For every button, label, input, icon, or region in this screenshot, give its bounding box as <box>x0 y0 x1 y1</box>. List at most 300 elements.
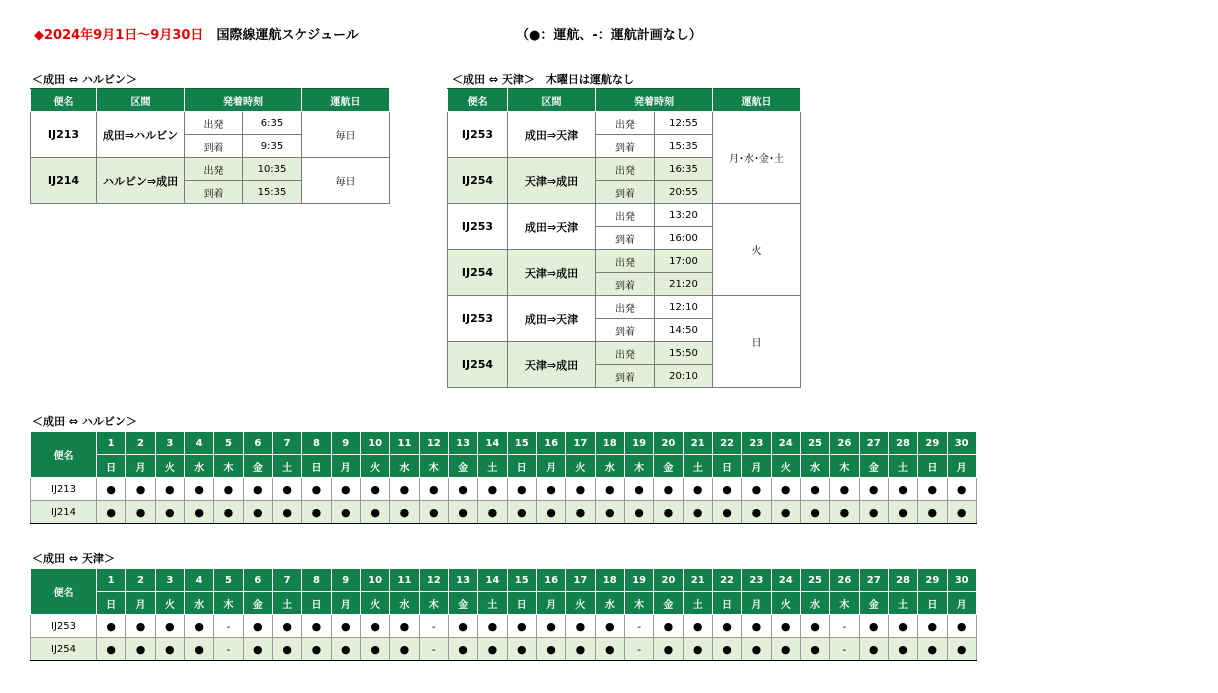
date-cell: 20 <box>654 569 683 592</box>
flight-number: IJ254 <box>448 158 508 204</box>
operation-mark: ● <box>595 638 624 661</box>
operation-mark: ● <box>742 478 771 501</box>
weekday-cell: 木 <box>830 592 859 615</box>
tianjin-calendar-title: ＜成田 ⇔ 天津＞ <box>32 552 115 565</box>
departure-time: 17:00 <box>655 250 713 273</box>
operation-mark: ● <box>859 478 888 501</box>
operation-mark: ● <box>272 501 301 524</box>
weekday-cell: 日 <box>712 592 741 615</box>
flight-number: IJ213 <box>31 112 97 158</box>
weekday-cell: 月 <box>126 592 155 615</box>
operation-mark: ● <box>507 501 536 524</box>
operation-mark: ● <box>331 615 360 638</box>
route-cell: 天津⇒成田 <box>508 342 596 388</box>
route-cell: 天津⇒成田 <box>508 158 596 204</box>
operation-mark: ● <box>126 638 155 661</box>
date-cell: 24 <box>771 432 800 455</box>
operation-mark: ● <box>272 638 301 661</box>
days-header: 運航日 <box>302 89 390 112</box>
operation-mark: ● <box>947 615 976 638</box>
operation-mark: ● <box>184 638 213 661</box>
operation-mark: ● <box>918 615 947 638</box>
date-cell: 4 <box>184 569 213 592</box>
operation-mark: ● <box>624 501 653 524</box>
operation-mark: ● <box>595 478 624 501</box>
operation-mark: ● <box>712 478 741 501</box>
arrival-time: 9:35 <box>243 135 302 158</box>
weekday-cell: 土 <box>683 592 712 615</box>
operating-days: 火 <box>713 204 801 296</box>
header-row <box>448 89 801 112</box>
route-header: 区間 <box>97 89 185 112</box>
operation-mark: - <box>830 615 859 638</box>
date-cell: 9 <box>331 432 360 455</box>
flight-number: IJ254 <box>448 342 508 388</box>
operation-mark: ● <box>536 615 565 638</box>
date-cell: 3 <box>155 569 184 592</box>
operation-mark: ● <box>888 478 917 501</box>
route-header: 区間 <box>508 89 596 112</box>
flight-number: IJ213 <box>31 478 97 501</box>
date-cell: 27 <box>859 569 888 592</box>
page-title: 国際線運航スケジュール <box>216 28 359 43</box>
operation-mark: - <box>830 638 859 661</box>
date-row <box>31 569 977 592</box>
date-cell: 30 <box>947 569 976 592</box>
weekday-cell: 土 <box>272 455 301 478</box>
flight-number: IJ253 <box>448 296 508 342</box>
arrival-time: 15:35 <box>655 135 713 158</box>
date-cell: 13 <box>448 432 477 455</box>
date-cell: 9 <box>331 569 360 592</box>
operation-mark: ● <box>566 615 595 638</box>
operation-mark: - <box>214 638 243 661</box>
operation-mark: ● <box>331 478 360 501</box>
date-cell: 6 <box>243 432 272 455</box>
date-cell: 30 <box>947 432 976 455</box>
calendar-row <box>31 638 977 661</box>
date-cell: 28 <box>888 432 917 455</box>
route-cell: ハルビン⇒成田 <box>97 158 185 204</box>
operation-mark: ● <box>800 501 829 524</box>
weekday-cell: 火 <box>155 592 184 615</box>
operation-mark: ● <box>683 501 712 524</box>
operation-mark: ● <box>360 501 389 524</box>
date-cell: 21 <box>683 569 712 592</box>
date-cell: 6 <box>243 569 272 592</box>
weekday-cell: 日 <box>97 592 126 615</box>
operation-mark: ● <box>654 638 683 661</box>
operation-mark: ● <box>478 638 507 661</box>
weekday-cell: 土 <box>683 455 712 478</box>
diamond-marker-icon: ◆ <box>34 28 44 43</box>
tianjin-calendar-table <box>30 568 977 661</box>
weekday-cell: 水 <box>595 592 624 615</box>
operating-days: 日 <box>713 296 801 388</box>
flight-row <box>448 204 801 227</box>
operation-mark: ● <box>184 615 213 638</box>
date-cell: 2 <box>126 569 155 592</box>
weekday-cell: 土 <box>478 455 507 478</box>
operation-mark: ● <box>771 478 800 501</box>
departure-label: 出発 <box>596 204 655 227</box>
operation-mark: ● <box>800 478 829 501</box>
route-cell: 成田⇒ハルビン <box>97 112 185 158</box>
operation-mark: ● <box>712 638 741 661</box>
date-cell: 2 <box>126 432 155 455</box>
arrival-time: 14:50 <box>655 319 713 342</box>
operation-mark: ● <box>654 615 683 638</box>
flight-row <box>31 158 390 181</box>
weekday-cell: 木 <box>419 592 448 615</box>
date-cell: 1 <box>97 569 126 592</box>
weekday-cell: 月 <box>947 592 976 615</box>
operation-mark: ● <box>155 638 184 661</box>
operation-mark: ● <box>302 638 331 661</box>
tianjin-schedule-table <box>447 88 801 388</box>
weekday-cell: 水 <box>184 455 213 478</box>
operation-mark: ● <box>184 501 213 524</box>
arrival-time: 20:55 <box>655 181 713 204</box>
flight-number: IJ253 <box>448 112 508 158</box>
date-cell: 14 <box>478 569 507 592</box>
flight-header: 便名 <box>31 432 97 478</box>
operation-mark: ● <box>566 501 595 524</box>
departure-label: 出発 <box>596 112 655 135</box>
operation-mark: ● <box>390 615 419 638</box>
operation-mark: ● <box>448 478 477 501</box>
operation-mark: ● <box>742 638 771 661</box>
operation-mark: ● <box>654 501 683 524</box>
operation-mark: ● <box>595 615 624 638</box>
weekday-cell: 日 <box>712 455 741 478</box>
date-cell: 21 <box>683 432 712 455</box>
operation-mark: ● <box>507 638 536 661</box>
operation-mark: ● <box>683 638 712 661</box>
date-cell: 13 <box>448 569 477 592</box>
operation-mark: ● <box>624 478 653 501</box>
departure-time: 16:35 <box>655 158 713 181</box>
date-cell: 10 <box>360 432 389 455</box>
operation-mark: ● <box>742 501 771 524</box>
operation-mark: ● <box>272 615 301 638</box>
arrival-time: 20:10 <box>655 365 713 388</box>
operation-mark: ● <box>859 615 888 638</box>
operation-mark: ● <box>712 501 741 524</box>
operation-mark: - <box>419 638 448 661</box>
operation-mark: ● <box>800 638 829 661</box>
flight-number: IJ254 <box>31 638 97 661</box>
days-header: 運航日 <box>713 89 801 112</box>
operation-mark: ● <box>243 638 272 661</box>
route-cell: 成田⇒天津 <box>508 204 596 250</box>
operation-mark: ● <box>97 615 126 638</box>
arrival-label: 到着 <box>596 227 655 250</box>
weekday-cell: 火 <box>566 592 595 615</box>
date-cell: 12 <box>419 569 448 592</box>
operation-mark: ● <box>918 478 947 501</box>
operation-mark: ● <box>155 615 184 638</box>
date-cell: 16 <box>536 569 565 592</box>
arrival-label: 到着 <box>596 365 655 388</box>
departure-label: 出発 <box>185 112 243 135</box>
operation-mark: ● <box>390 638 419 661</box>
flight-header: 便名 <box>31 89 97 112</box>
weekday-cell: 月 <box>742 592 771 615</box>
date-cell: 1 <box>97 432 126 455</box>
flight-row <box>448 112 801 135</box>
operation-mark: ● <box>947 501 976 524</box>
operating-days: 毎日 <box>302 158 390 204</box>
date-cell: 23 <box>742 569 771 592</box>
departure-time: 13:20 <box>655 204 713 227</box>
operation-mark: ● <box>214 478 243 501</box>
date-cell: 16 <box>536 432 565 455</box>
operation-mark: ● <box>771 501 800 524</box>
departure-time: 12:55 <box>655 112 713 135</box>
arrival-label: 到着 <box>185 181 243 204</box>
operation-mark: ● <box>126 478 155 501</box>
operation-mark: ● <box>947 478 976 501</box>
operation-mark: ● <box>184 478 213 501</box>
arrival-time: 15:35 <box>243 181 302 204</box>
operation-mark: ● <box>771 615 800 638</box>
weekday-cell: 月 <box>742 455 771 478</box>
weekday-cell: 水 <box>800 455 829 478</box>
operation-mark: ● <box>390 501 419 524</box>
operation-mark: ● <box>214 501 243 524</box>
harbin-calendar-table <box>30 431 977 524</box>
route-cell: 成田⇒天津 <box>508 296 596 342</box>
date-cell: 5 <box>214 569 243 592</box>
weekday-cell: 金 <box>243 455 272 478</box>
arrival-label: 到着 <box>596 135 655 158</box>
flight-number: IJ214 <box>31 501 97 524</box>
header-row <box>31 89 390 112</box>
operating-days: 毎日 <box>302 112 390 158</box>
flight-header: 便名 <box>31 569 97 615</box>
date-cell: 11 <box>390 432 419 455</box>
weekday-cell: 水 <box>595 455 624 478</box>
date-cell: 14 <box>478 432 507 455</box>
operation-mark: ● <box>654 478 683 501</box>
operation-mark: ● <box>331 501 360 524</box>
operation-mark: ● <box>683 615 712 638</box>
operation-mark: ● <box>888 615 917 638</box>
date-cell: 18 <box>595 569 624 592</box>
flight-number: IJ214 <box>31 158 97 204</box>
date-cell: 25 <box>800 569 829 592</box>
date-cell: 10 <box>360 569 389 592</box>
date-cell: 8 <box>302 432 331 455</box>
operation-mark: ● <box>419 501 448 524</box>
weekday-cell: 木 <box>624 592 653 615</box>
operation-mark: ● <box>800 615 829 638</box>
date-cell: 25 <box>800 432 829 455</box>
operation-mark: ● <box>331 638 360 661</box>
date-cell: 17 <box>566 569 595 592</box>
operation-mark: ● <box>360 615 389 638</box>
page-header <box>34 24 359 43</box>
date-row <box>31 432 977 455</box>
calendar-row <box>31 615 977 638</box>
operation-mark: ● <box>947 638 976 661</box>
operation-mark: ● <box>448 615 477 638</box>
operation-mark: ● <box>243 615 272 638</box>
operation-mark: ● <box>859 638 888 661</box>
operation-mark: ● <box>390 478 419 501</box>
arrival-label: 到着 <box>185 135 243 158</box>
operation-mark: ● <box>859 501 888 524</box>
date-cell: 19 <box>624 432 653 455</box>
time-header: 発着時刻 <box>185 89 302 112</box>
operation-mark: ● <box>243 478 272 501</box>
operation-mark: ● <box>360 638 389 661</box>
operation-mark: ● <box>507 478 536 501</box>
operation-mark: ● <box>302 501 331 524</box>
date-cell: 27 <box>859 432 888 455</box>
weekday-cell: 木 <box>214 592 243 615</box>
operation-mark: ● <box>478 478 507 501</box>
calendar-row <box>31 501 977 524</box>
operation-mark: ● <box>126 615 155 638</box>
operation-mark: ● <box>97 501 126 524</box>
operation-mark: ● <box>742 615 771 638</box>
operation-mark: ● <box>830 501 859 524</box>
date-cell: 29 <box>918 432 947 455</box>
weekday-cell: 木 <box>419 455 448 478</box>
operation-mark: ● <box>155 501 184 524</box>
weekday-cell: 水 <box>800 592 829 615</box>
weekday-cell: 火 <box>360 592 389 615</box>
flight-number: IJ253 <box>448 204 508 250</box>
weekday-cell: 日 <box>302 592 331 615</box>
weekday-cell: 金 <box>243 592 272 615</box>
operation-mark: ● <box>155 478 184 501</box>
date-cell: 23 <box>742 432 771 455</box>
operation-mark: ● <box>448 638 477 661</box>
operation-mark: - <box>624 638 653 661</box>
flight-number: IJ253 <box>31 615 97 638</box>
flight-number: IJ254 <box>448 250 508 296</box>
departure-time: 6:35 <box>243 112 302 135</box>
weekday-cell: 水 <box>390 455 419 478</box>
weekday-cell: 土 <box>888 592 917 615</box>
harbin-calendar-title: ＜成田 ⇔ ハルビン＞ <box>32 415 137 428</box>
harbin-schedule-title: ＜成田 ⇔ ハルビン＞ <box>32 73 137 86</box>
date-cell: 19 <box>624 569 653 592</box>
date-cell: 20 <box>654 432 683 455</box>
date-cell: 18 <box>595 432 624 455</box>
weekday-cell: 土 <box>272 592 301 615</box>
weekday-cell: 金 <box>448 592 477 615</box>
operation-mark: ● <box>478 615 507 638</box>
operation-mark: - <box>419 615 448 638</box>
weekday-cell: 金 <box>448 455 477 478</box>
weekday-cell: 木 <box>830 455 859 478</box>
operation-mark: ● <box>830 478 859 501</box>
weekday-row <box>31 592 977 615</box>
operation-mark: - <box>214 615 243 638</box>
weekday-cell: 金 <box>859 455 888 478</box>
date-cell: 5 <box>214 432 243 455</box>
departure-label: 出発 <box>185 158 243 181</box>
operation-mark: ● <box>712 615 741 638</box>
weekday-cell: 土 <box>478 592 507 615</box>
weekday-cell: 火 <box>771 455 800 478</box>
operation-mark: ● <box>536 638 565 661</box>
flight-row <box>448 296 801 319</box>
weekday-cell: 金 <box>859 592 888 615</box>
weekday-cell: 火 <box>360 455 389 478</box>
operation-mark: ● <box>302 478 331 501</box>
date-cell: 26 <box>830 432 859 455</box>
date-range-title: 2024年9月1日～9月30日 <box>44 28 204 43</box>
weekday-cell: 月 <box>947 455 976 478</box>
operation-mark: ● <box>272 478 301 501</box>
operation-mark: ● <box>918 501 947 524</box>
date-cell: 22 <box>712 569 741 592</box>
date-cell: 24 <box>771 569 800 592</box>
weekday-cell: 月 <box>126 455 155 478</box>
operating-days: 月･水･金･土 <box>713 112 801 204</box>
weekday-cell: 金 <box>654 592 683 615</box>
arrival-label: 到着 <box>596 181 655 204</box>
weekday-cell: 月 <box>536 592 565 615</box>
date-cell: 15 <box>507 432 536 455</box>
operation-mark: ● <box>97 478 126 501</box>
operation-mark: ● <box>888 501 917 524</box>
date-cell: 7 <box>272 569 301 592</box>
date-cell: 17 <box>566 432 595 455</box>
departure-label: 出発 <box>596 342 655 365</box>
weekday-cell: 月 <box>331 592 360 615</box>
arrival-time: 16:00 <box>655 227 713 250</box>
date-cell: 29 <box>918 569 947 592</box>
weekday-cell: 木 <box>214 455 243 478</box>
arrival-label: 到着 <box>596 319 655 342</box>
weekday-cell: 木 <box>624 455 653 478</box>
operation-mark: ● <box>771 638 800 661</box>
operation-mark: ● <box>97 638 126 661</box>
departure-time: 12:10 <box>655 296 713 319</box>
arrival-label: 到着 <box>596 273 655 296</box>
departure-time: 10:35 <box>243 158 302 181</box>
date-cell: 3 <box>155 432 184 455</box>
route-cell: 成田⇒天津 <box>508 112 596 158</box>
weekday-cell: 金 <box>654 455 683 478</box>
calendar-row <box>31 478 977 501</box>
operation-mark: ● <box>302 615 331 638</box>
weekday-cell: 日 <box>97 455 126 478</box>
operation-mark: ● <box>683 478 712 501</box>
operation-mark: ● <box>126 501 155 524</box>
operation-mark: ● <box>595 501 624 524</box>
date-cell: 28 <box>888 569 917 592</box>
date-cell: 8 <box>302 569 331 592</box>
weekday-cell: 日 <box>507 592 536 615</box>
date-cell: 15 <box>507 569 536 592</box>
weekday-cell: 月 <box>331 455 360 478</box>
weekday-cell: 土 <box>888 455 917 478</box>
weekday-cell: 火 <box>155 455 184 478</box>
date-cell: 26 <box>830 569 859 592</box>
departure-label: 出発 <box>596 296 655 319</box>
departure-label: 出発 <box>596 250 655 273</box>
tianjin-schedule-title: ＜成田 ⇔ 天津＞ 木曜日は運航なし <box>452 73 634 86</box>
operation-mark: ● <box>507 615 536 638</box>
operation-mark: ● <box>478 501 507 524</box>
